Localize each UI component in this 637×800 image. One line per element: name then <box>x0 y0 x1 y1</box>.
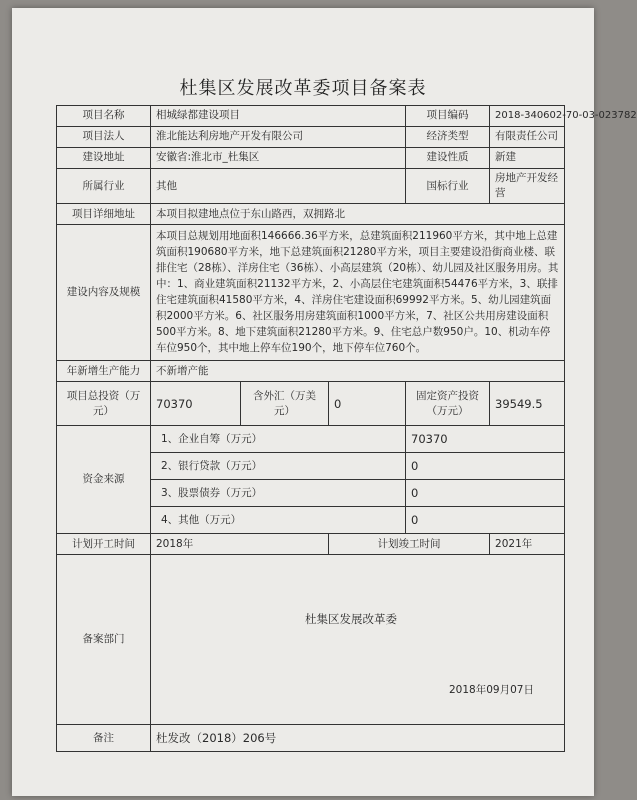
capacity-label: 年新增生产能力 <box>57 361 151 382</box>
project-code-value: 2018-340602-70-03-023782 <box>490 106 565 127</box>
record-date: 2018年09月07日 <box>449 684 534 697</box>
row-content <box>57 225 565 361</box>
record-label: 备案部门 <box>57 555 151 725</box>
detail-address-label: 项目详细地址 <box>57 204 151 225</box>
funding-item-label: 3、股票债券（万元） <box>151 480 406 507</box>
content-value: 本项目总规划用地面积146666.36平方米，总建筑面积211960平方米，其中地上总建筑面积190680平方米，地下总建筑面积21280平方米，项目主要建设沿街商业楼、联排住宅（28栋）、洋房住宅（36栋）、小高层建筑（20栋）、幼儿园及社区服务用房。其中：1、商业建筑面积21132平方米，2、小高层住宅建筑面积54476平方米，3、联排住宅建筑面积41580平方米，4、洋房住宅建设面积69992平方米。5、幼儿园建筑面积2000平方米。6、社区服务用房建筑面积1000平方米，7、社区公共用房建设面积500平方米。8、地下建筑面积21280平方米。9、住宅总户数950户。10、机动车停车位950个，其中地上停车位190个，地下停车位760个。 <box>151 225 565 361</box>
build-nature-label: 建设性质 <box>406 148 490 169</box>
funding-item-label: 2、银行贷款（万元） <box>151 453 406 480</box>
row-location <box>57 148 565 169</box>
fixed-invest-label: 固定资产投资（万元） <box>406 382 490 426</box>
content-label: 建设内容及规模 <box>57 225 151 361</box>
legal-person-label: 项目法人 <box>57 127 151 148</box>
detail-address-value: 本项目拟建地点位于东山路西，双拥路北 <box>151 204 565 225</box>
national-industry-label: 国标行业 <box>406 169 490 204</box>
funding-item-value: 0 <box>406 453 565 480</box>
end-value: 2021年 <box>490 534 565 555</box>
build-nature-value: 新建 <box>490 148 565 169</box>
funding-item-label: 1、企业自筹（万元） <box>151 426 406 453</box>
project-name-value: 相城绿都建设项目 <box>151 106 406 127</box>
funding-item-value: 70370 <box>406 426 565 453</box>
industry-value: 其他 <box>151 169 406 204</box>
national-industry-value: 房地产开发经营 <box>490 169 565 204</box>
row-project-name <box>57 106 565 127</box>
row-capacity <box>57 361 565 382</box>
form-title: 杜集区发展改革委项目备案表 <box>179 78 427 99</box>
row-schedule <box>57 534 565 555</box>
capacity-value: 不新增产能 <box>151 361 565 382</box>
foreign-label: 含外汇（万美元） <box>241 382 329 426</box>
econ-type-label: 经济类型 <box>406 127 490 148</box>
note-label: 备注 <box>57 725 151 752</box>
funding-item-label: 4、其他（万元） <box>151 507 406 534</box>
industry-label: 所属行业 <box>57 169 151 204</box>
row-detail-address <box>57 204 565 225</box>
row-investment <box>57 382 565 426</box>
record-cell <box>151 555 565 725</box>
row-industry <box>57 169 565 204</box>
form-sheet <box>12 8 637 796</box>
econ-type-value: 有限责任公司 <box>490 127 565 148</box>
start-value: 2018年 <box>151 534 329 555</box>
project-code-label: 项目编码 <box>406 106 490 127</box>
row-record <box>57 555 565 725</box>
end-label: 计划竣工时间 <box>329 534 490 555</box>
funding-item-value: 0 <box>406 507 565 534</box>
total-invest-label: 项目总投资（万元） <box>57 382 151 426</box>
note-value: 杜发改（2018）206号 <box>151 725 565 752</box>
legal-person-value: 淮北能达利房地产开发有限公司 <box>151 127 406 148</box>
record-org: 杜集区发展改革委 <box>305 612 397 627</box>
start-label: 计划开工时间 <box>57 534 151 555</box>
row-funding-1 <box>57 426 565 453</box>
location-value: 安徽省:淮北市_杜集区 <box>151 148 406 169</box>
total-invest-value: 70370 <box>151 382 241 426</box>
funding-label: 资金来源 <box>57 426 151 534</box>
filing-table <box>56 105 637 752</box>
project-name-label: 项目名称 <box>57 106 151 127</box>
fixed-invest-value: 39549.5 <box>490 382 565 426</box>
foreign-value: 0 <box>329 382 406 426</box>
location-label: 建设地址 <box>57 148 151 169</box>
row-note <box>57 725 565 752</box>
funding-item-value: 0 <box>406 480 565 507</box>
row-legal-person <box>57 127 565 148</box>
